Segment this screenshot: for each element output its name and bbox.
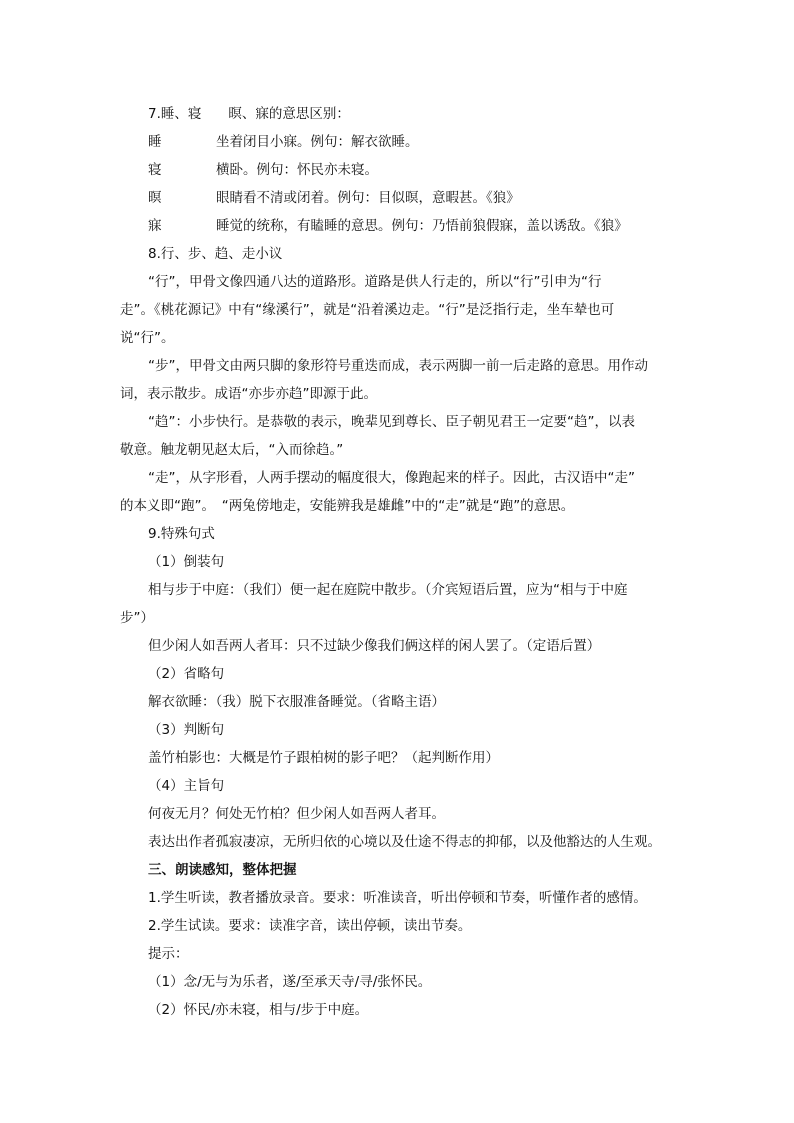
paragraph-line: （1）念/无与为乐者，遂/至承天寺/寻/张怀民。 — [148, 974, 432, 990]
term-row — [148, 212, 628, 240]
paragraph-line: 何夜无月？何处无竹柏？但少闲人如吾两人者耳。 — [148, 806, 445, 822]
section-3-heading: 三、朗读感知，整体把握 — [148, 862, 297, 878]
paragraph-line: 说“行”。 — [120, 330, 175, 346]
paragraph-line: “趋”：小步快行。是恭敬的表示，晚辈见到尊长、臣子朝见君王一定要“趋”，以表 — [148, 414, 635, 430]
term-word: 睡 — [148, 134, 162, 150]
term-row — [148, 128, 419, 156]
term-definition: 眼睛看不清或闭着。例句：目似暝，意暇甚。《狼》 — [216, 190, 520, 206]
term-row — [148, 184, 520, 212]
paragraph-line: 表达出作者孤寂凄凉，无所归依的心境以及仕途不得志的抑郁，以及他豁达的人生观。 — [148, 834, 661, 850]
term-row — [148, 156, 378, 184]
tip-label: 提示： — [148, 946, 189, 962]
paragraph-line: 盖竹柏影也：大概是竹子跟柏树的影子吧？（起判断作用） — [148, 750, 499, 766]
term-definition: 坐着闭目小寐。例句：解衣欲睡。 — [216, 134, 419, 150]
subheading: （4）主旨句 — [148, 778, 225, 794]
paragraph-line: 走”。《桃花源记》中有“缘溪行”，就是“沿着溪边走。“行”是泛指行走，坐车辇也可 — [120, 302, 615, 318]
paragraph-line: 但少闲人如吾两人者耳：只不过缺少像我们俩这样的闲人罢了。（定语后置） — [148, 638, 601, 654]
subheading: （1）倒装句 — [148, 554, 225, 570]
section-8-heading: 8.行、步、趋、走小议 — [148, 246, 283, 262]
paragraph-line: “步”，甲骨文由两只脚的象形符号重迭而成，表示两脚一前一后走路的意思。用作动 — [148, 358, 648, 374]
paragraph-line: 步”） — [120, 610, 154, 626]
paragraph-line: 1.学生听读，教者播放录音。要求：听准读音，听出停顿和节奏，听懂作者的感情。 — [148, 890, 647, 906]
paragraph-line: 敬意。触龙朝见赵太后，“入而徐趋。” — [120, 442, 344, 458]
term-definition: 睡觉的统称，有瞌睡的意思。例句：乃悟前狼假寐，盖以诱敌。《狼》 — [216, 218, 628, 234]
term-definition: 横卧。例句：怀民亦未寝。 — [216, 162, 378, 178]
paragraph-line: 的本义即“跑”。 “两兔傍地走，安能辨我是雄雌”中的“走”就是“跑”的意思。 — [120, 498, 575, 514]
section-7-heading: 7.睡、寝 暝、寐的意思区别： — [148, 106, 350, 122]
paragraph-line: （2）怀民/亦未寝，相与/步于中庭。 — [148, 1002, 369, 1018]
paragraph-line: 词，表示散步。成语“亦步亦趋”即源于此。 — [120, 386, 377, 402]
paragraph-line: “走”，从字形看，人两手摆动的幅度很大，像跑起来的样子。因此，古汉语中“走” — [148, 470, 635, 486]
term-word: 寝 — [148, 162, 162, 178]
paragraph-line: “行”，甲骨文像四通八达的道路形。道路是供人行走的，所以“行”引申为“行 — [148, 274, 602, 290]
paragraph-line: 2.学生试读。要求：读准字音，读出停顿，读出节奏。 — [148, 918, 472, 934]
subheading: （3）判断句 — [148, 722, 225, 738]
paragraph-line: 相与步于中庭：（我们）便一起在庭院中散步。（介宾短语后置，应为“相与于中庭 — [148, 582, 628, 598]
section-9-heading: 9.特殊句式 — [148, 526, 215, 542]
subheading: （2）省略句 — [148, 666, 225, 682]
term-word: 寐 — [148, 218, 162, 234]
term-word: 暝 — [148, 190, 162, 206]
paragraph-line: 解衣欲睡：（我）脱下衣服准备睡觉。（省略主语） — [148, 694, 445, 710]
